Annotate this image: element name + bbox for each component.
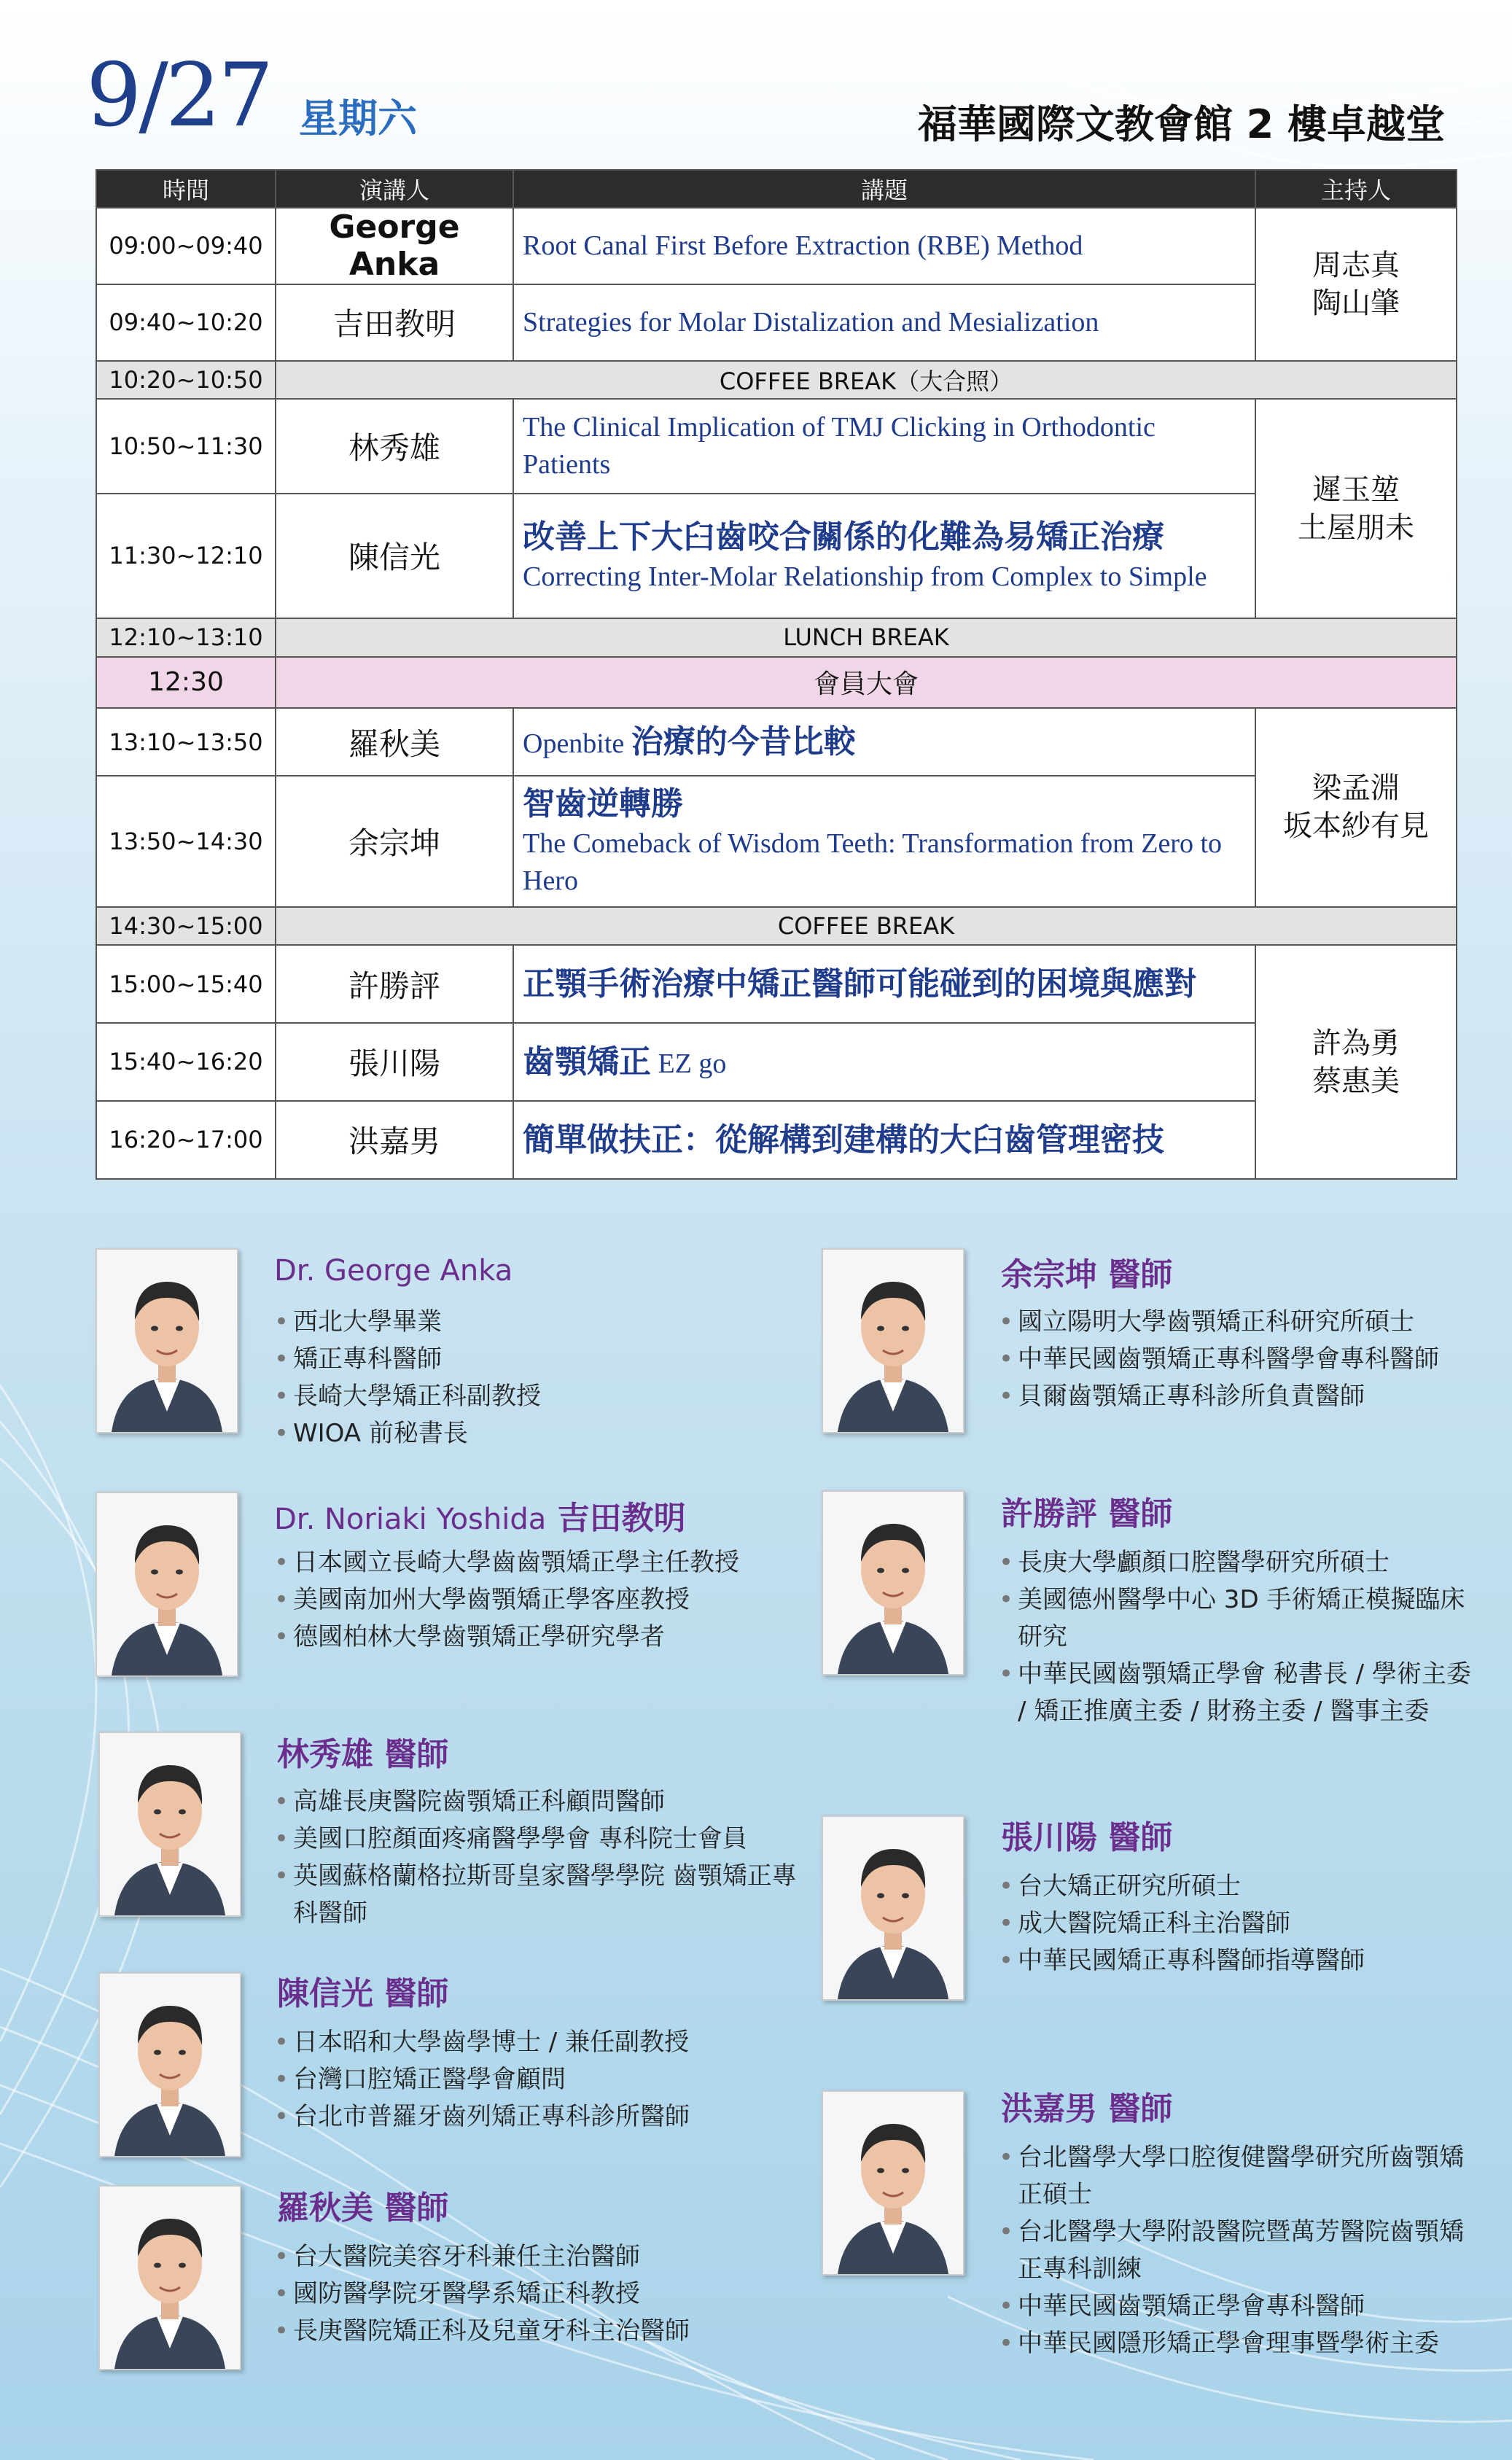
header-host: 主持人 xyxy=(1255,170,1457,208)
host-name: 遲玉堃 xyxy=(1312,472,1400,507)
row-speaker: 張川陽 xyxy=(276,1023,513,1101)
topic-chinese: 改善上下大臼齒咬合關係的化難為易矯正治療 xyxy=(523,518,1164,556)
bio-item: • 西北大學畢業 xyxy=(274,1304,748,1341)
speaker-bio xyxy=(274,1783,806,1932)
row-speaker: 吉田教明 xyxy=(276,284,513,361)
meeting-label: 會員大會 xyxy=(276,657,1457,709)
speaker-name xyxy=(274,1492,686,1538)
speaker-name-en: Dr. Noriaki Yoshida xyxy=(274,1503,547,1536)
speaker-bio xyxy=(999,1304,1495,1415)
speaker-bio xyxy=(999,1868,1480,1980)
schedule-row xyxy=(96,708,1457,776)
speaker-name-cn: 吉田教明 xyxy=(557,1500,686,1537)
bio-item: • 長崎大學矯正科副教授 xyxy=(274,1378,748,1415)
speaker-name xyxy=(274,1251,513,1288)
row-time: 15:40~16:20 xyxy=(96,1023,276,1101)
speaker-name: 許勝評 醫師 xyxy=(1001,1495,1173,1533)
bio-item: • 台北醫學大學附設醫院暨萬芳醫院齒顎矯正專科訓練 xyxy=(999,2214,1487,2288)
header-topic: 講題 xyxy=(513,170,1255,208)
row-topic xyxy=(513,1023,1255,1101)
topic-suffix: EZ go xyxy=(658,1048,727,1079)
row-speaker: 羅秋美 xyxy=(276,708,513,776)
break-label: COFFEE BREAK（大合照） xyxy=(276,361,1457,399)
bio-item: • 矯正專科醫師 xyxy=(274,1341,748,1378)
schedule-row xyxy=(96,399,1457,493)
bio-item: • 高雄長庚醫院齒顎矯正科顧問醫師 xyxy=(274,1783,806,1821)
meeting-row xyxy=(96,657,1457,709)
host-name: 許為勇 xyxy=(1312,1026,1400,1060)
row-time: 12:10~13:10 xyxy=(96,618,276,656)
bio-item: • 美國南加州大學齒顎矯正學客座教授 xyxy=(274,1581,799,1619)
row-time: 10:50~11:30 xyxy=(96,399,276,493)
row-time: 13:10~13:50 xyxy=(96,708,276,776)
row-speaker: 許勝評 xyxy=(276,945,513,1023)
row-host xyxy=(1255,399,1457,618)
bio-item: • 美國德州醫學中心 3D 手術矯正模擬臨床研究 xyxy=(999,1581,1480,1656)
speaker-photo xyxy=(822,2090,965,2276)
speaker-bio xyxy=(274,2024,770,2136)
speaker-bio xyxy=(999,1544,1480,1730)
speaker-photo xyxy=(98,1972,241,2157)
speaker-name: 林秀雄 醫師 xyxy=(277,1736,449,1773)
row-topic xyxy=(513,776,1255,907)
speaker-photo xyxy=(96,1492,238,1677)
row-speaker: 余宗坤 xyxy=(276,776,513,907)
break-label: LUNCH BREAK xyxy=(276,618,1457,656)
row-host xyxy=(1255,945,1457,1179)
topic-chinese: 治療的今昔比較 xyxy=(631,723,856,760)
topic-chinese: 簡單做扶正：從解構到建構的大臼齒管理密技 xyxy=(523,1121,1164,1159)
row-time: 13:50~14:30 xyxy=(96,776,276,907)
bio-item: • 國防醫學院牙醫學系矯正科教授 xyxy=(274,2276,770,2313)
row-host xyxy=(1255,208,1457,361)
speaker-bio xyxy=(274,1544,799,1656)
host-name: 坂本紗有見 xyxy=(1283,809,1429,844)
topic-prefix: Openbite xyxy=(523,728,625,759)
speaker-bio xyxy=(999,2139,1487,2362)
break-label: COFFEE BREAK xyxy=(276,907,1457,945)
row-topic xyxy=(513,1101,1255,1179)
bio-item: • 成大醫院矯正科主治醫師 xyxy=(999,1905,1480,1942)
row-topic xyxy=(513,494,1255,619)
row-time: 16:20~17:00 xyxy=(96,1101,276,1179)
speaker-photo xyxy=(96,1248,238,1433)
row-time: 09:00~09:40 xyxy=(96,208,276,284)
break-row xyxy=(96,907,1457,945)
break-row xyxy=(96,361,1457,399)
break-row xyxy=(96,618,1457,656)
event-weekday: 星期六 xyxy=(299,96,417,141)
topic-chinese: 智齒逆轉勝 xyxy=(523,785,683,822)
schedule-row xyxy=(96,1023,1457,1101)
bio-item: • 長庚大學顱顏口腔醫學研究所碩士 xyxy=(999,1544,1480,1581)
bio-item: • 台大醫院美容牙科兼任主治醫師 xyxy=(274,2238,770,2276)
row-topic xyxy=(513,945,1255,1023)
row-topic: The Clinical Implication of TMJ Clicking in Orthodontic Patients xyxy=(513,399,1255,493)
bio-item: • 中華民國齒顎矯正專科醫學會專科醫師 xyxy=(999,1341,1495,1378)
schedule-row xyxy=(96,208,1457,284)
speaker-bio xyxy=(274,2238,770,2350)
row-time: 14:30~15:00 xyxy=(96,907,276,945)
speaker-photo xyxy=(822,1490,965,1675)
bio-item: • 中華民國齒顎矯正學會專科醫師 xyxy=(999,2288,1487,2325)
speaker-name: 陳信光 醫師 xyxy=(277,1975,449,2012)
bio-item: • 英國蘇格蘭格拉斯哥皇家醫學學院 齒顎矯正專科醫師 xyxy=(274,1858,806,1932)
speaker-name: 張川陽 醫師 xyxy=(1001,1819,1173,1856)
topic-chinese: 齒顎矯正 xyxy=(523,1043,651,1081)
topic-english: The Comeback of Wisdom Teeth: Transformation from Zero to Hero xyxy=(523,828,1223,897)
bio-item: • 長庚醫院矯正科及兒童牙科主治醫師 xyxy=(274,2313,770,2350)
bio-item: • 台大矯正研究所碩士 xyxy=(999,1868,1480,1905)
speaker-photo xyxy=(98,2185,241,2370)
speaker-name: 洪嘉男 醫師 xyxy=(1001,2090,1173,2128)
bio-item: • 中華民國齒顎矯正學會 秘書長 / 學術主委 / 矯正推廣主委 / 財務主委 / 醫事主委 xyxy=(999,1656,1480,1730)
speaker-name: 余宗坤 醫師 xyxy=(1001,1256,1173,1293)
row-topic xyxy=(513,708,1255,776)
topic-chinese: 正顎手術治療中矯正醫師可能碰到的困境與應對 xyxy=(523,965,1196,1003)
event-date: 9/27 xyxy=(86,45,271,147)
schedule-row xyxy=(96,776,1457,907)
schedule-row xyxy=(96,1101,1457,1179)
bio-item: • 台灣口腔矯正醫學會顧問 xyxy=(274,2061,770,2098)
header-time: 時間 xyxy=(96,170,276,208)
row-speaker: 洪嘉男 xyxy=(276,1101,513,1179)
bio-item: • 中華民國矯正專科醫師指導醫師 xyxy=(999,1942,1480,1980)
row-time: 10:20~10:50 xyxy=(96,361,276,399)
row-host xyxy=(1255,708,1457,906)
row-time: 15:00~15:40 xyxy=(96,945,276,1023)
speaker-name-text: Dr. George Anka xyxy=(274,1254,513,1288)
host-name: 蔡惠美 xyxy=(1312,1064,1400,1098)
bio-item: • 德國柏林大學齒顎矯正學研究學者 xyxy=(274,1619,799,1656)
host-name: 周志真 xyxy=(1312,248,1400,282)
host-name: 梁孟淵 xyxy=(1312,771,1400,806)
bio-item: • 中華民國隱形矯正學會理事暨學術主委 xyxy=(999,2325,1487,2362)
row-speaker: 林秀雄 xyxy=(276,399,513,493)
schedule-table xyxy=(96,169,1457,1180)
schedule-row xyxy=(96,284,1457,361)
event-venue: 福華國際文教會館 2 樓卓越堂 xyxy=(917,101,1445,147)
bio-item: • 台北醫學大學口腔復健醫學研究所齒顎矯正碩士 xyxy=(999,2139,1487,2214)
bio-item: • 美國口腔顏面疼痛醫學學會 專科院士會員 xyxy=(274,1821,806,1858)
row-topic: Root Canal First Before Extraction (RBE) Method xyxy=(513,208,1255,284)
speaker-bio xyxy=(274,1304,748,1452)
schedule-row xyxy=(96,494,1457,619)
host-name: 土屋朋未 xyxy=(1298,510,1414,545)
bio-item: • 貝爾齒顎矯正專科診所負責醫師 xyxy=(999,1378,1495,1415)
host-name: 陶山肇 xyxy=(1312,286,1400,320)
speaker-photo xyxy=(822,1248,965,1433)
bio-item: • 日本昭和大學齒學博士 / 兼任副教授 xyxy=(274,2024,770,2061)
row-time: 09:40~10:20 xyxy=(96,284,276,361)
bio-item: • 國立陽明大學齒顎矯正科研究所碩士 xyxy=(999,1304,1495,1341)
bio-item: • 台北市普羅牙齒列矯正專科診所醫師 xyxy=(274,2098,770,2136)
speaker-name: 羅秋美 醫師 xyxy=(277,2190,449,2227)
row-time: 11:30~12:10 xyxy=(96,494,276,619)
topic-english: Correcting Inter-Molar Relationship from Complex to Simple xyxy=(523,561,1207,593)
schedule-header-row xyxy=(96,170,1457,208)
row-speaker: George Anka xyxy=(276,208,513,284)
row-time: 12:30 xyxy=(96,657,276,709)
speaker-photo xyxy=(98,1732,241,1917)
row-speaker: 陳信光 xyxy=(276,494,513,619)
row-topic: Strategies for Molar Distalization and Mesialization xyxy=(513,284,1255,361)
schedule-row xyxy=(96,945,1457,1023)
header-speaker: 演講人 xyxy=(276,170,513,208)
bio-item: • WIOA 前秘書長 xyxy=(274,1415,748,1452)
speaker-photo xyxy=(822,1815,965,2001)
bio-item: • 日本國立長崎大學齒齒顎矯正學主任教授 xyxy=(274,1544,799,1581)
